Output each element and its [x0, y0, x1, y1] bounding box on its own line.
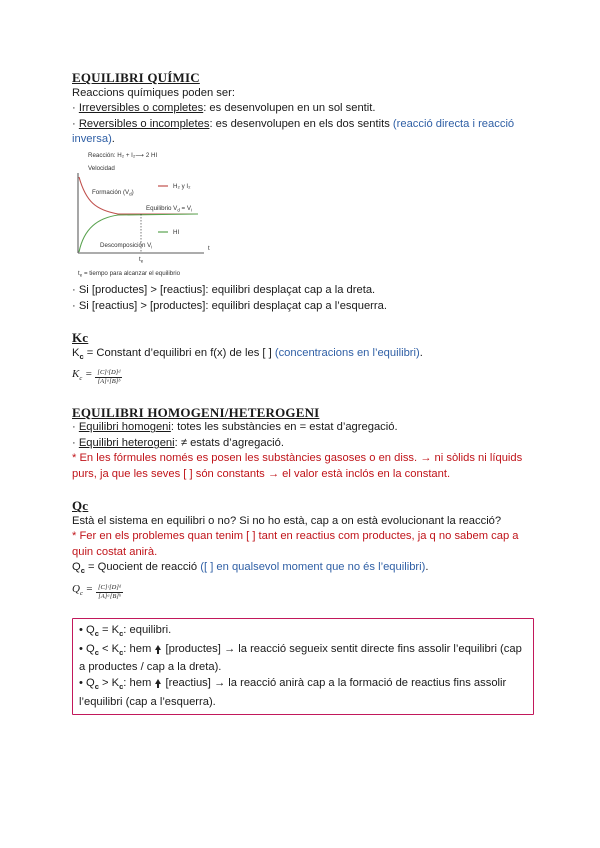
graph-formacion-label: Formación $(V_d)$ — [92, 188, 134, 196]
term-reversibles: Reversibles o incompletes — [78, 117, 210, 130]
graph-caption: $t_e$ = tiempo para alcanzar el equilibrio — [78, 269, 181, 277]
intro-text: Reaccions químiques poden ser: — [72, 86, 235, 99]
heading-homogeni-heterogeni: EQUILIBRI HOMOGENI/HETEROGENI — [72, 404, 320, 420]
graph-y-axis-label: Velocidad — [88, 164, 115, 172]
qc-question: Està el sistema en equilibri o no? Si no ho està, cap a on està evolucionant la reacció? — [72, 514, 502, 527]
graph-equilibrio-label: Equilibrio $V_d = V_i$ — [146, 204, 193, 212]
qc-definition-note: ([ ] en qualsevol moment que no és l’equilibri) — [200, 561, 426, 574]
equilibrium-velocity-graph — [72, 150, 232, 278]
graph-x-axis-label: t — [208, 244, 210, 252]
qc-note: * Fer en els problemes quan tenim [ ] tant en reactius com productes, ja q no sabem cap a quin costat anirà. — [72, 530, 519, 558]
bullet-heterogeni: · Equilibri heterogeni: ≠ estats d’agregació. — [72, 436, 284, 449]
document-content — [72, 70, 532, 715]
line-reactius-esquerra: · Si [reactius] > [productes]: equilibri desplaçat cap a l’esquerra. — [72, 299, 387, 312]
up-arrow-icon — [155, 679, 161, 684]
box-line-greater: • $Q_c > K_c$: hem [reactius] → la reacció anirà cap a la formació de reactius fins assolir l’equilibri (cap a l’esquerra). — [79, 676, 507, 708]
up-arrow-icon — [155, 645, 161, 650]
box-line-equal: • $Q_c = K_c$: equilibri. — [79, 623, 172, 639]
graph-reaction-label: Reacción: H₂ + I₂⟶ 2 HI — [88, 151, 158, 159]
graph-te-label: $t_e$ — [139, 255, 144, 263]
legend-products-label: HI — [173, 228, 180, 236]
term-irreversibles: Irreversibles o completes — [78, 102, 204, 114]
kc-definition: $K_c$ = Constant d’equilibri en f(x) de les [ ] (concentracions en l’equilibri). — [72, 346, 423, 361]
qc-kc-comparison-box — [72, 618, 534, 715]
heading-qc: Qc — [72, 498, 89, 514]
qc-formula: $Q_c$ = $\frac{\text{[C]ᶜ[D]ᵈ}}{\text{[A]ᵃ[B]ᵇ}}$ — [72, 583, 121, 600]
heading-kc: Kc — [72, 330, 89, 345]
note-reversibles: (reacció directa i reacció inversa) — [72, 117, 515, 145]
legend-reactants-label: H₂ y I₂ — [173, 182, 191, 190]
note-gasoses: * En les fórmules només es posen les substàncies gasoses o en diss. → ni sòlids ni líquids purs, ja que les seves [ ] són constants → el valor està inclós en la constant. — [72, 452, 523, 480]
box-line-less: • $Q_c < K_c$: hem [productes] → la reacció segueix sentit directe fins assolir l’equilibri (cap a productes / cap a la dreta). — [79, 642, 522, 674]
kc-formula: $K_c$ = $\frac{\text{[C]ᶜ[D]ᵈ}}{\text{[A]ᵃ[B]ᵇ}}$ — [72, 368, 121, 385]
qc-definition: $Q_c$ = Quocient de reacció ([ ] en qualsevol moment que no és l’equilibri). — [72, 561, 429, 576]
heading-equilibri-quimic: EQUILIBRI QUÍMIC — [72, 70, 200, 85]
bullet-homogeni: · Equilibri homogeni: totes les substàncies en = estat d’agregació. — [72, 421, 398, 434]
line-productes-dreta: · Si [productes] > [reactius]: equilibri desplaçat cap a la dreta. — [72, 284, 376, 296]
bullet-irreversibles: · Irreversibles o completes: es desenvolupen en un sol sentit. — [72, 102, 376, 114]
kc-note: (concentracions en l’equilibri) — [274, 346, 420, 359]
graph-descomposicion-label: Descomposición $V_i$ — [100, 241, 153, 249]
bullet-reversibles: · Reversibles o incompletes: es desenvolupen en els dos sentits (reacció directa i reacció inversa). — [72, 117, 515, 145]
